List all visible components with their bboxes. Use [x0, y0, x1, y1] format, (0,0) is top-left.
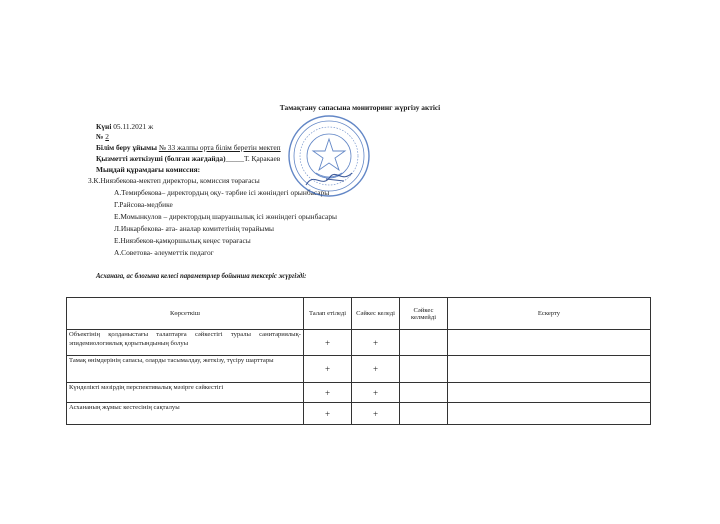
table-row	[67, 330, 651, 356]
official-seal-icon	[286, 113, 372, 199]
note-cell	[448, 330, 651, 356]
match-cell: +	[352, 383, 400, 403]
date-label: Күні	[96, 122, 112, 131]
org-label: Білім беру ұйымы	[96, 143, 157, 152]
table-row	[67, 403, 651, 425]
header-required: Талап етіледі	[304, 298, 352, 330]
mismatch-cell	[400, 383, 448, 403]
document-title: Тамақтану сапасына мониторинг жүргізу актісі	[279, 103, 441, 112]
section-heading: Асханаға, ас блогына келесі параметрлер бойынша тексеріс жүргізді:	[96, 273, 307, 280]
supplier-value: _____Т. Қаракаев	[225, 154, 281, 163]
member-item: А.Темирбекова– директордың оқу- тәрбие ісі жөніндегі орынбасары	[114, 188, 330, 197]
indicator-cell: Объектінің қолданыстағы талаптарға сәйкестігі туралы санитариялық-эпидемиологиялық қорытындының болуы	[67, 330, 304, 356]
table-row	[67, 356, 651, 383]
supplier-line	[96, 154, 280, 163]
header-note: Ескерту	[448, 298, 651, 330]
table-row	[67, 383, 651, 403]
match-cell: +	[352, 403, 400, 425]
date-line	[96, 122, 153, 131]
indicator-cell: Асхананың жұмыс кестесінің сақталуы	[67, 403, 304, 425]
note-cell	[448, 403, 651, 425]
member-item: А.Советова- әлеуметтік педагог	[114, 248, 214, 257]
match-cell: +	[352, 330, 400, 356]
indicator-cell: Тамақ өнімдерінің сапасы, оларды тасымалдау, жеткізу, түсіру шарттары	[67, 356, 304, 383]
mismatch-cell	[400, 330, 448, 356]
member-item: Л.Инкарбекова- ата- аналар комитетінің төрайымы	[114, 224, 275, 233]
member-item: Е.Момынкулов – директордың шаруашылық ісі жөніндегі орынбасары	[114, 212, 337, 221]
table-header-row	[67, 298, 651, 330]
number-value: 2	[105, 132, 109, 141]
note-cell	[448, 383, 651, 403]
member-item: З.К.Ниязбекова-мектеп директоры, комиссия төрағасы	[88, 176, 260, 185]
date-value: 05.11.2021 ж	[113, 122, 154, 131]
monitoring-table	[66, 297, 651, 425]
member-item: Е.Ниязбеков-қамқоршылық кеңес төрағасы	[114, 236, 251, 245]
required-cell: +	[304, 403, 352, 425]
mismatch-cell	[400, 403, 448, 425]
note-cell	[448, 356, 651, 383]
mismatch-cell	[400, 356, 448, 383]
org-value: № 33 жалпы орта білім беретін мектеп	[158, 143, 281, 152]
member-item: Г.Райсова-медбике	[114, 200, 173, 209]
required-cell: +	[304, 356, 352, 383]
org-line	[96, 143, 281, 152]
header-mismatch: Сәйкес келмейді	[400, 298, 448, 330]
required-cell: +	[304, 383, 352, 403]
number-label: №	[96, 132, 104, 141]
header-match: Сәйкес келеді	[352, 298, 400, 330]
indicator-cell: Күнделікті мәзірдің перспективалық мәзірге сәйкестігі	[67, 383, 304, 403]
commission-label: Мыңдай құрамдағы комиссия:	[96, 165, 201, 174]
number-line	[96, 132, 109, 141]
match-cell: +	[352, 356, 400, 383]
required-cell: +	[304, 330, 352, 356]
supplier-label: Қызметті жеткізуші (болған жағдайда)	[96, 154, 226, 163]
header-indicator: Көрсеткіш	[67, 298, 304, 330]
